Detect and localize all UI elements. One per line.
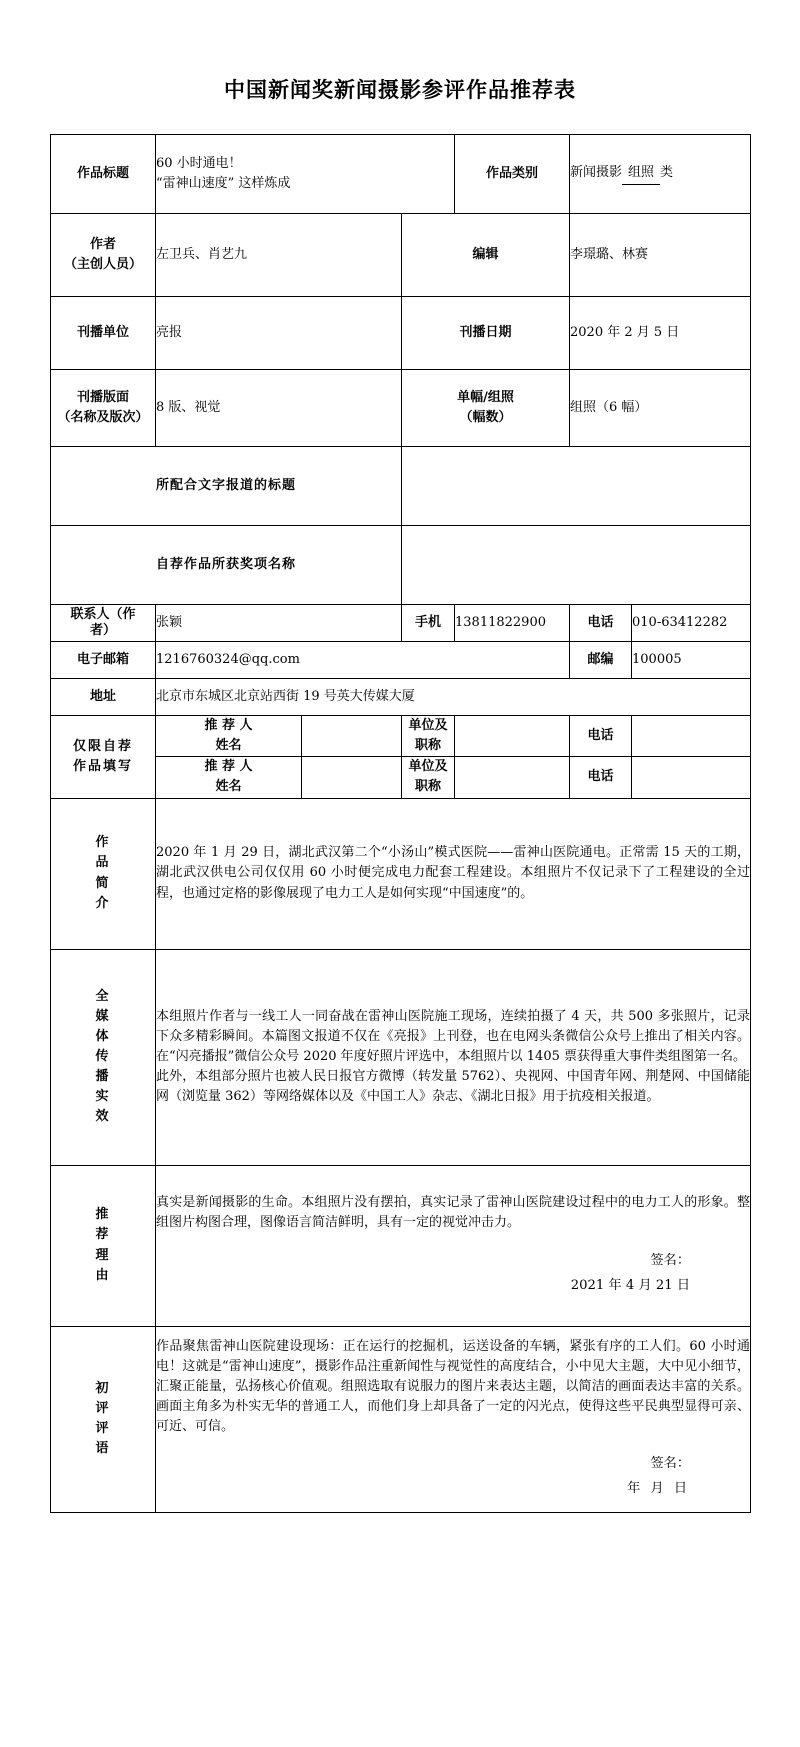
recommender-unit-label-2-line-1: 单位及 xyxy=(408,759,448,775)
table-row-email xyxy=(51,642,751,679)
contact-label-line-2: 者） xyxy=(89,623,116,638)
recommender-name-value-2[interactable] xyxy=(302,757,402,798)
recommend-reason-label-c1: 推 xyxy=(95,1207,111,1223)
single-or-group-value: 组照（6 幅） xyxy=(570,370,751,447)
recommender-phone-label-1: 电话 xyxy=(570,716,632,757)
recommender-unit-label-1-line-1: 单位及 xyxy=(408,718,448,733)
recommender-name-label-1-line-1: 推 荐 人 xyxy=(204,718,253,733)
recommender-name-label-1-line-2: 姓名 xyxy=(215,738,242,754)
recommend-reason-text: 真实是新闻摄影的生命。本组照片没有摆拍，真实记录了雷神山医院建设过程中的电力工人的形象。整组图片构图合理，图像语言简洁鲜明，具有一定的视觉冲击力。 xyxy=(156,1195,751,1231)
publish-date-label: 刊播日期 xyxy=(402,297,570,370)
page-label-line-2: （名称及版次） xyxy=(57,410,149,425)
self-recommend-label-line-1: 仅限自荐 xyxy=(72,738,133,754)
email-label: 电子邮箱 xyxy=(51,642,156,679)
table-row-author xyxy=(51,214,751,297)
recommend-reason-signature-block xyxy=(156,1248,750,1298)
phone-value[interactable]: 010-63412282 xyxy=(632,605,751,642)
table-row-companion-title xyxy=(51,447,751,526)
recommend-reason-signature-date: 2021 年 4 月 21 日 xyxy=(570,1277,691,1293)
initial-review-body xyxy=(156,1326,751,1512)
recommender-unit-value-1[interactable] xyxy=(455,716,570,757)
work-title-line-2: “雷神山速度” 这样炼成 xyxy=(156,176,291,191)
publisher-value: 亮报 xyxy=(156,297,402,370)
recommend-reason-body xyxy=(156,1165,751,1326)
recommend-reason-label-c2: 荐 xyxy=(95,1227,111,1243)
work-title-value xyxy=(156,135,455,214)
recommender-unit-label-1-line-2: 职称 xyxy=(415,738,442,754)
mobile-value[interactable]: 13811822900 xyxy=(455,605,570,642)
media-effect-label-c5: 播 xyxy=(95,1069,111,1085)
initial-review-label-c3: 评 xyxy=(95,1421,111,1437)
summary-label-c4: 介 xyxy=(95,895,111,911)
recommender-name-label-2 xyxy=(156,757,302,798)
single-or-group-label-line-2: （幅数） xyxy=(459,410,512,425)
companion-report-title-value[interactable] xyxy=(402,447,751,526)
table-row-self-recommend-2 xyxy=(51,757,751,798)
media-effect-label-c7: 效 xyxy=(95,1109,111,1125)
editor-label: 编辑 xyxy=(402,214,570,297)
mobile-label: 手机 xyxy=(402,605,455,642)
companion-report-title-label: 所配合文字报道的标题 xyxy=(51,447,402,526)
postcode-label: 邮编 xyxy=(570,642,632,679)
media-effect-label-c6: 实 xyxy=(95,1089,111,1105)
recommend-reason-label-c3: 理 xyxy=(95,1247,111,1263)
table-row-summary xyxy=(51,798,751,949)
category-suffix: 类 xyxy=(660,165,674,181)
work-title-line-1: 60 小时通电！ xyxy=(156,155,242,171)
category-label-text: 作品类别 xyxy=(486,165,539,181)
summary-label-c2: 品 xyxy=(95,855,111,871)
contact-label-line-1: 联系人（作 xyxy=(70,606,136,622)
recommender-name-label-2-line-1: 推 荐 人 xyxy=(204,759,253,775)
recommender-phone-value-2[interactable] xyxy=(632,757,751,798)
media-effect-label-c3: 体 xyxy=(95,1028,111,1044)
table-row-initial-review xyxy=(51,1326,751,1512)
category-selected: 组照 xyxy=(622,163,660,184)
publisher-label: 刊播单位 xyxy=(51,297,156,370)
phone-label: 电话 xyxy=(570,605,632,642)
table-row-self-recommend-1 xyxy=(51,716,751,757)
initial-review-signature-label: 签名： xyxy=(650,1456,691,1472)
recommend-reason-signature-label: 签名： xyxy=(650,1252,691,1268)
media-effect-paragraph-2: 此外，本组部分照片也被人民日报官方微博（转发量 5762）、央视网、中国青年网、荆楚网、中国储能网（浏览量 362）等网络媒体以及《中国工人》杂志、《湖北日报》用于抗疫相关报道。 xyxy=(156,1069,751,1105)
media-effect-text xyxy=(156,949,751,1165)
author-label-line-2: （主创人员） xyxy=(63,257,142,272)
summary-label xyxy=(51,798,156,949)
category-label xyxy=(455,135,570,214)
page-label-line-1: 刊播版面 xyxy=(76,389,129,405)
address-value[interactable]: 北京市东城区北京站西街 19 号英大传媒大厦 xyxy=(156,679,751,716)
author-label-line-1: 作者 xyxy=(89,236,116,252)
address-label: 地址 xyxy=(51,679,156,716)
table-row-self-award xyxy=(51,526,751,605)
table-row-contact xyxy=(51,605,751,642)
recommender-name-label-1 xyxy=(156,716,302,757)
media-effect-paragraph-1: 本组照片作者与一线工人一同奋战在雷神山医院施工现场，连续拍摄了 4 天，共 500 多张照片，记录下众多精彩瞬间。本篇图文报道不仅在《亮报》上刊登，也在电网头条微信公众号上推出了相关内容。在“闪亮播报”微信公众号 2020 年度好照片评选中，本组照片以 1405 票获得重大事件类组图第一名。 xyxy=(156,1008,751,1064)
self-award-value[interactable] xyxy=(402,526,751,605)
recommender-unit-label-1 xyxy=(402,716,455,757)
recommender-unit-label-2 xyxy=(402,757,455,798)
work-title-label: 作品标题 xyxy=(51,135,156,214)
author-value: 左卫兵、肖艺九 xyxy=(156,214,402,297)
category-value xyxy=(570,135,751,214)
initial-review-signature-block xyxy=(156,1451,750,1501)
page-title: 中国新闻奖新闻摄影参评作品推荐表 xyxy=(224,77,576,102)
author-label xyxy=(51,214,156,297)
media-effect-label-c2: 媒 xyxy=(95,1008,111,1024)
postcode-value[interactable]: 100005 xyxy=(632,642,751,679)
recommender-name-value-1[interactable] xyxy=(302,716,402,757)
self-recommend-label xyxy=(51,716,156,799)
recommender-phone-value-1[interactable] xyxy=(632,716,751,757)
self-recommend-label-line-2: 作品填写 xyxy=(72,758,133,774)
media-effect-label-c1: 全 xyxy=(95,988,111,1004)
table-row-address xyxy=(51,679,751,716)
table-row-publisher xyxy=(51,297,751,370)
summary-label-c3: 简 xyxy=(95,875,111,891)
initial-review-label-c1: 初 xyxy=(95,1380,111,1396)
page-label xyxy=(51,370,156,447)
media-effect-label xyxy=(51,949,156,1165)
recommender-unit-value-2[interactable] xyxy=(455,757,570,798)
recommender-name-label-2-line-2: 姓名 xyxy=(215,779,242,795)
editor-value: 李璟璐、林赛 xyxy=(570,214,751,297)
single-or-group-label xyxy=(402,370,570,447)
email-value[interactable]: 1216760324@qq.com xyxy=(156,642,570,679)
table-row-work-title xyxy=(51,135,751,214)
recommend-reason-label xyxy=(51,1165,156,1326)
recommendation-form-table xyxy=(50,134,751,1513)
table-row-media-effect xyxy=(51,949,751,1165)
contact-label xyxy=(51,605,156,642)
initial-review-label-c2: 评 xyxy=(95,1400,111,1416)
self-award-label: 自荐作品所获奖项名称 xyxy=(51,526,402,605)
recommender-phone-label-2: 电话 xyxy=(570,757,632,798)
category-prefix: 新闻摄影 xyxy=(570,165,623,181)
initial-review-text: 作品聚焦雷神山医院建设现场：正在运行的挖掘机，运送设备的车辆，紧张有序的工人们。60 小时通电！这就是“雷神山速度”，摄影作品注重新闻性与视觉性的高度结合，小中见大主题，大中见小细节，汇聚正能量，弘扬核心价值观。组照选取有说服力的图片来表达主题，以简洁的画面表达丰富的关系。画面主角多为朴实无华的普通工人，而他们身上却具备了一定的闪光点，使得这些平民典型显得可亲、可近、可信。 xyxy=(156,1338,751,1435)
page-value: 8 版、视觉 xyxy=(156,370,402,447)
table-row-recommend-reason xyxy=(51,1165,751,1326)
table-row-page-info xyxy=(51,370,751,447)
publish-date-value: 2020 年 2 月 5 日 xyxy=(570,297,751,370)
recommender-unit-label-2-line-2: 职称 xyxy=(415,779,442,795)
summary-text: 2020 年 1 月 29 日，湖北武汉第二个“小汤山”模式医院——雷神山医院通电。正常需 15 天的工期，湖北武汉供电公司仅仅用 60 小时便完成电力配套工程建设。本组照片不仅记录下了工程建设的全过程，也通过定格的影像展现了电力工人是如何实现“中国速度”的。 xyxy=(156,798,751,949)
single-or-group-label-line-1: 单幅/组照 xyxy=(457,389,514,405)
media-effect-label-c4: 传 xyxy=(95,1048,111,1064)
recommend-reason-label-c4: 由 xyxy=(95,1267,111,1283)
initial-review-label-c4: 语 xyxy=(95,1441,111,1457)
summary-label-c1: 作 xyxy=(95,835,111,851)
initial-review-signature-date: 年 月 日 xyxy=(627,1481,691,1497)
contact-value[interactable]: 张颖 xyxy=(156,605,402,642)
initial-review-label xyxy=(51,1326,156,1512)
